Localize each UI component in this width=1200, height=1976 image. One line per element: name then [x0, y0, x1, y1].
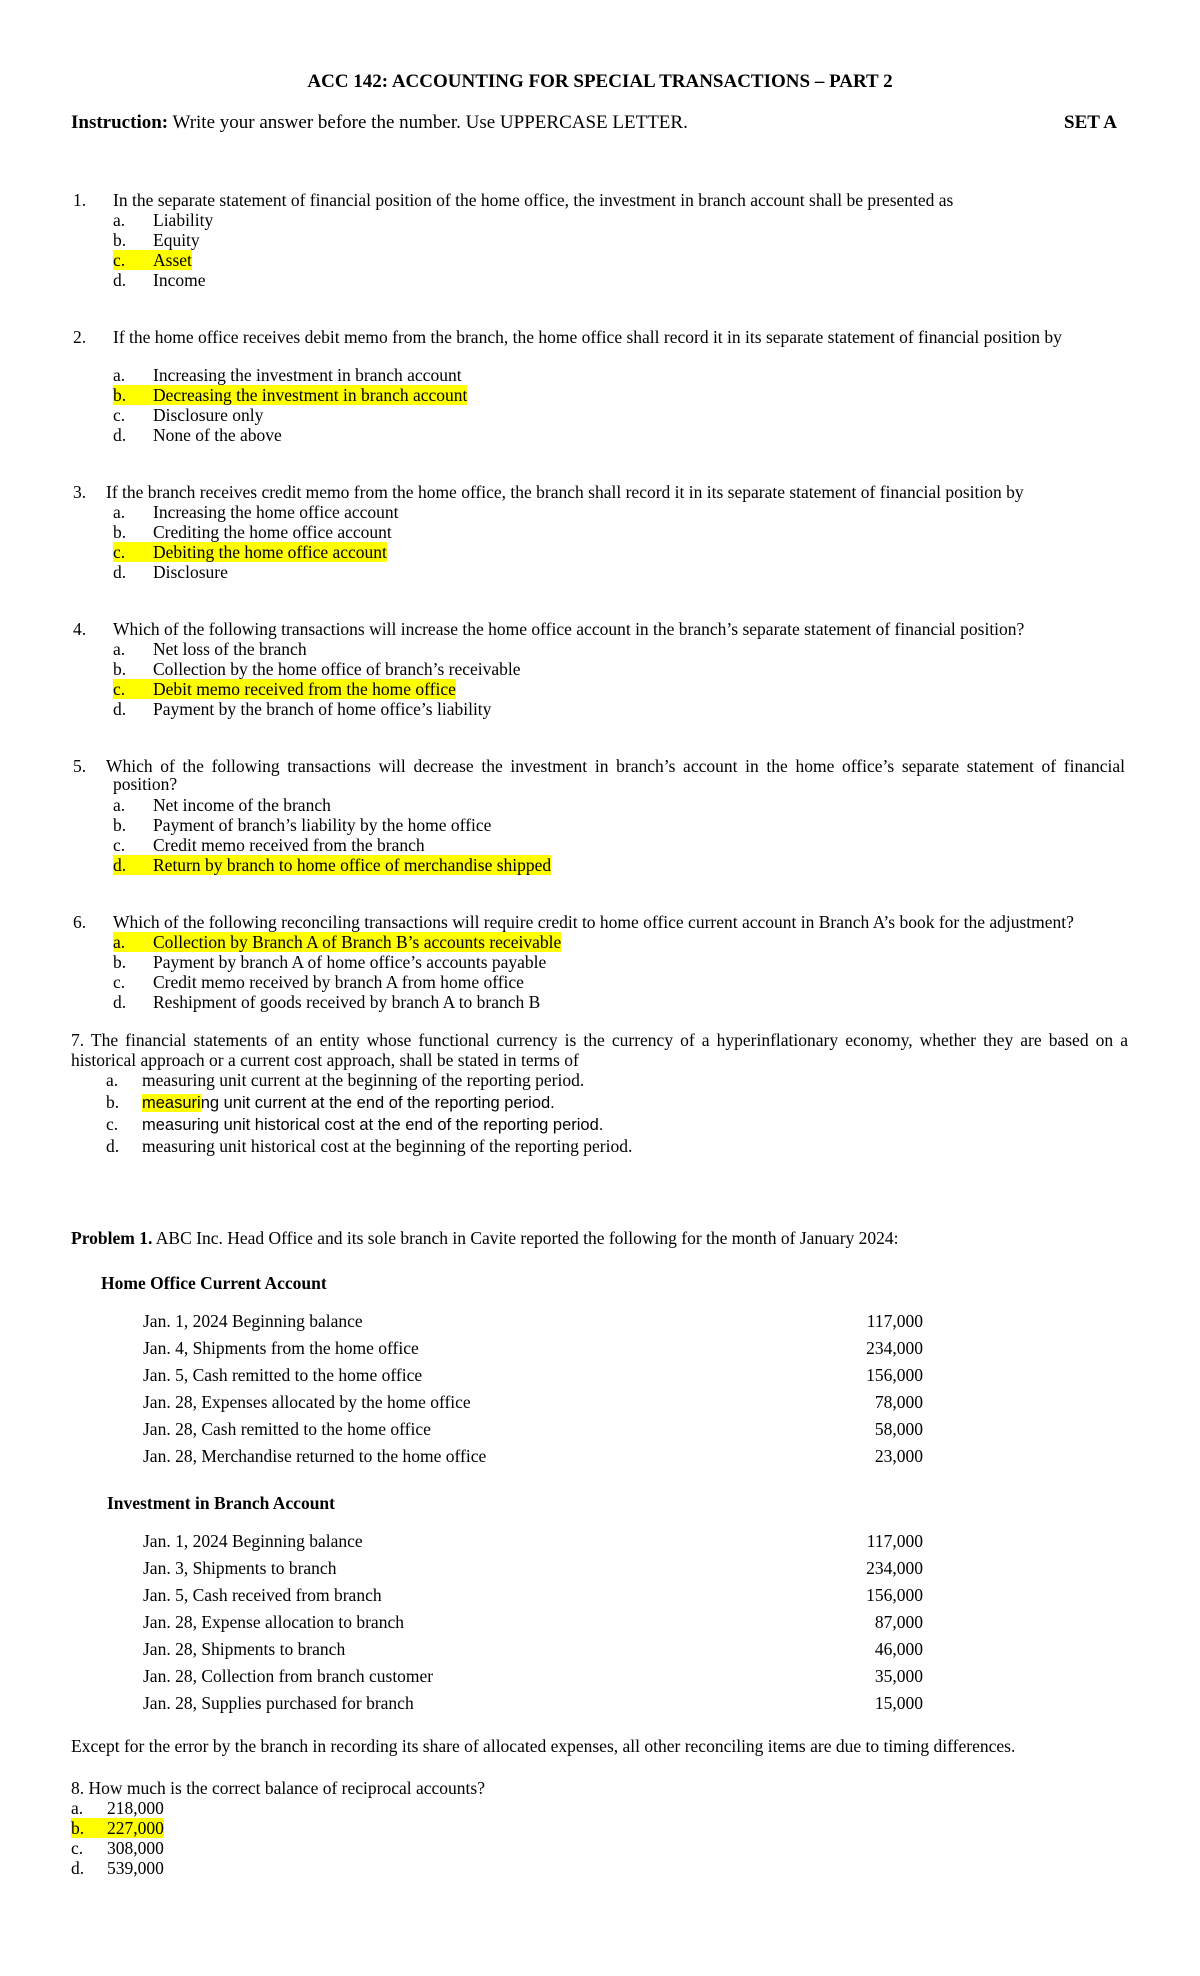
option-c-highlighted: c. Debiting the home office account — [113, 542, 387, 562]
option-a: a. Net income of the branch — [113, 795, 331, 815]
option-a: a. Increasing the home office account — [113, 502, 399, 522]
question-number: 2. — [73, 327, 87, 347]
option-a: a. measuring unit current at the beginning of the reporting period. — [106, 1070, 585, 1090]
option-d: d. Reshipment of goods received by branch A to branch B — [113, 992, 541, 1012]
option-d: d. Payment by the branch of home office’s liability — [113, 699, 492, 719]
option-d: d. Income — [113, 270, 206, 290]
problem-label: Problem 1. — [71, 1228, 153, 1248]
option-b: b. Payment of branch’s liability by the home office — [113, 815, 492, 835]
option-c-highlighted: c. Debit memo received from the home office — [113, 679, 456, 699]
option-c: c. 308,000 — [71, 1838, 164, 1858]
question-text-line1: 7. The financial statements of an entity whose functional currency is the currency of a hyperinflationary economy, whether they are based on a — [71, 1030, 1128, 1050]
option-c: c. Credit memo received by branch A from home office — [113, 972, 524, 992]
question-number: 6. — [73, 912, 87, 932]
question-number: 4. — [73, 619, 87, 639]
question-text-line2: position? — [113, 774, 178, 794]
option-c: c. Disclosure only — [113, 405, 264, 425]
option-c-highlighted: c. Asset — [113, 250, 192, 270]
question-text: 8. How much is the correct balance of reciprocal accounts? — [71, 1778, 485, 1798]
question-text: Which of the following reconciling transactions will require credit to home office current account in Branch A’s book for the adjustment? — [113, 912, 1074, 932]
option-b: b. Equity — [113, 230, 200, 250]
option-d-highlighted: d. Return by branch to home office of merchandise shipped — [113, 855, 552, 875]
set-label: SET A — [1064, 112, 1117, 133]
highlighted-fragment: measuri — [142, 1094, 201, 1112]
option-a: a. Net loss of the branch — [113, 639, 307, 659]
instruction — [71, 113, 688, 133]
option-c: c. measuring unit historical cost at the end of the reporting period. — [106, 1114, 604, 1134]
option-d: d. measuring unit historical cost at the beginning of the reporting period. — [106, 1136, 633, 1156]
investment-in-branch-heading: Investment in Branch Account — [107, 1493, 335, 1513]
option-d: d. Disclosure — [113, 562, 228, 582]
option-a: a. Increasing the investment in branch account — [113, 365, 462, 385]
home-office-current-heading: Home Office Current Account — [101, 1273, 327, 1293]
question-text: If the branch receives credit memo from the home office, the branch shall record it in its separate statement of financial position by — [106, 482, 1024, 502]
problem-note: Except for the error by the branch in recording its share of allocated expenses, all other reconciling items are due to timing differences. — [71, 1736, 1016, 1756]
option-c: c. Credit memo received from the branch — [113, 835, 425, 855]
question-text-line2: historical approach or a current cost approach, shall be stated in terms of — [71, 1050, 579, 1070]
page-title: ACC 142: ACCOUNTING FOR SPECIAL TRANSACTIONS – PART 2 — [307, 71, 893, 92]
option-d: d. 539,000 — [71, 1858, 164, 1878]
question-text-line1: Which of the following transactions will decrease the investment in branch’s account in the home office’s separate statement of financial — [106, 756, 1125, 776]
option-b: b. measuring unit current at the end of the reporting period. — [106, 1092, 555, 1112]
question-text: Which of the following transactions will increase the home office account in the branch’s separate statement of financial position? — [113, 619, 1025, 639]
option-a: a. 218,000 — [71, 1798, 164, 1818]
option-b-highlighted: b. Decreasing the investment in branch account — [113, 385, 468, 405]
question-number: 1. — [73, 190, 87, 210]
question-text: If the home office receives debit memo from the branch, the home office shall record it in its separate statement of financial position by — [113, 327, 1062, 347]
option-b: b. Collection by the home office of branch’s receivable — [113, 659, 521, 679]
question-text: In the separate statement of financial position of the home office, the investment in branch account shall be presented as — [113, 190, 954, 210]
option-a: a. Liability — [113, 210, 214, 230]
option-b: b. Crediting the home office account — [113, 522, 392, 542]
option-b-highlighted: b. 227,000 — [71, 1818, 164, 1838]
option-a-highlighted: a. Collection by Branch A of Branch B’s accounts receivable — [113, 932, 562, 952]
option-b: b. Payment by branch A of home office’s accounts payable — [113, 952, 547, 972]
instruction-text: Write your answer before the number. Use UPPERCASE LETTER. — [168, 112, 688, 133]
question-number: 5. — [73, 756, 87, 776]
question-number: 3. — [73, 482, 87, 502]
option-d: d. None of the above — [113, 425, 282, 445]
instruction-label: Instruction: — [71, 112, 169, 133]
problem-intro — [71, 1228, 899, 1248]
problem-text: ABC Inc. Head Office and its sole branch in Cavite reported the following for the month of January 2024: — [152, 1228, 899, 1248]
